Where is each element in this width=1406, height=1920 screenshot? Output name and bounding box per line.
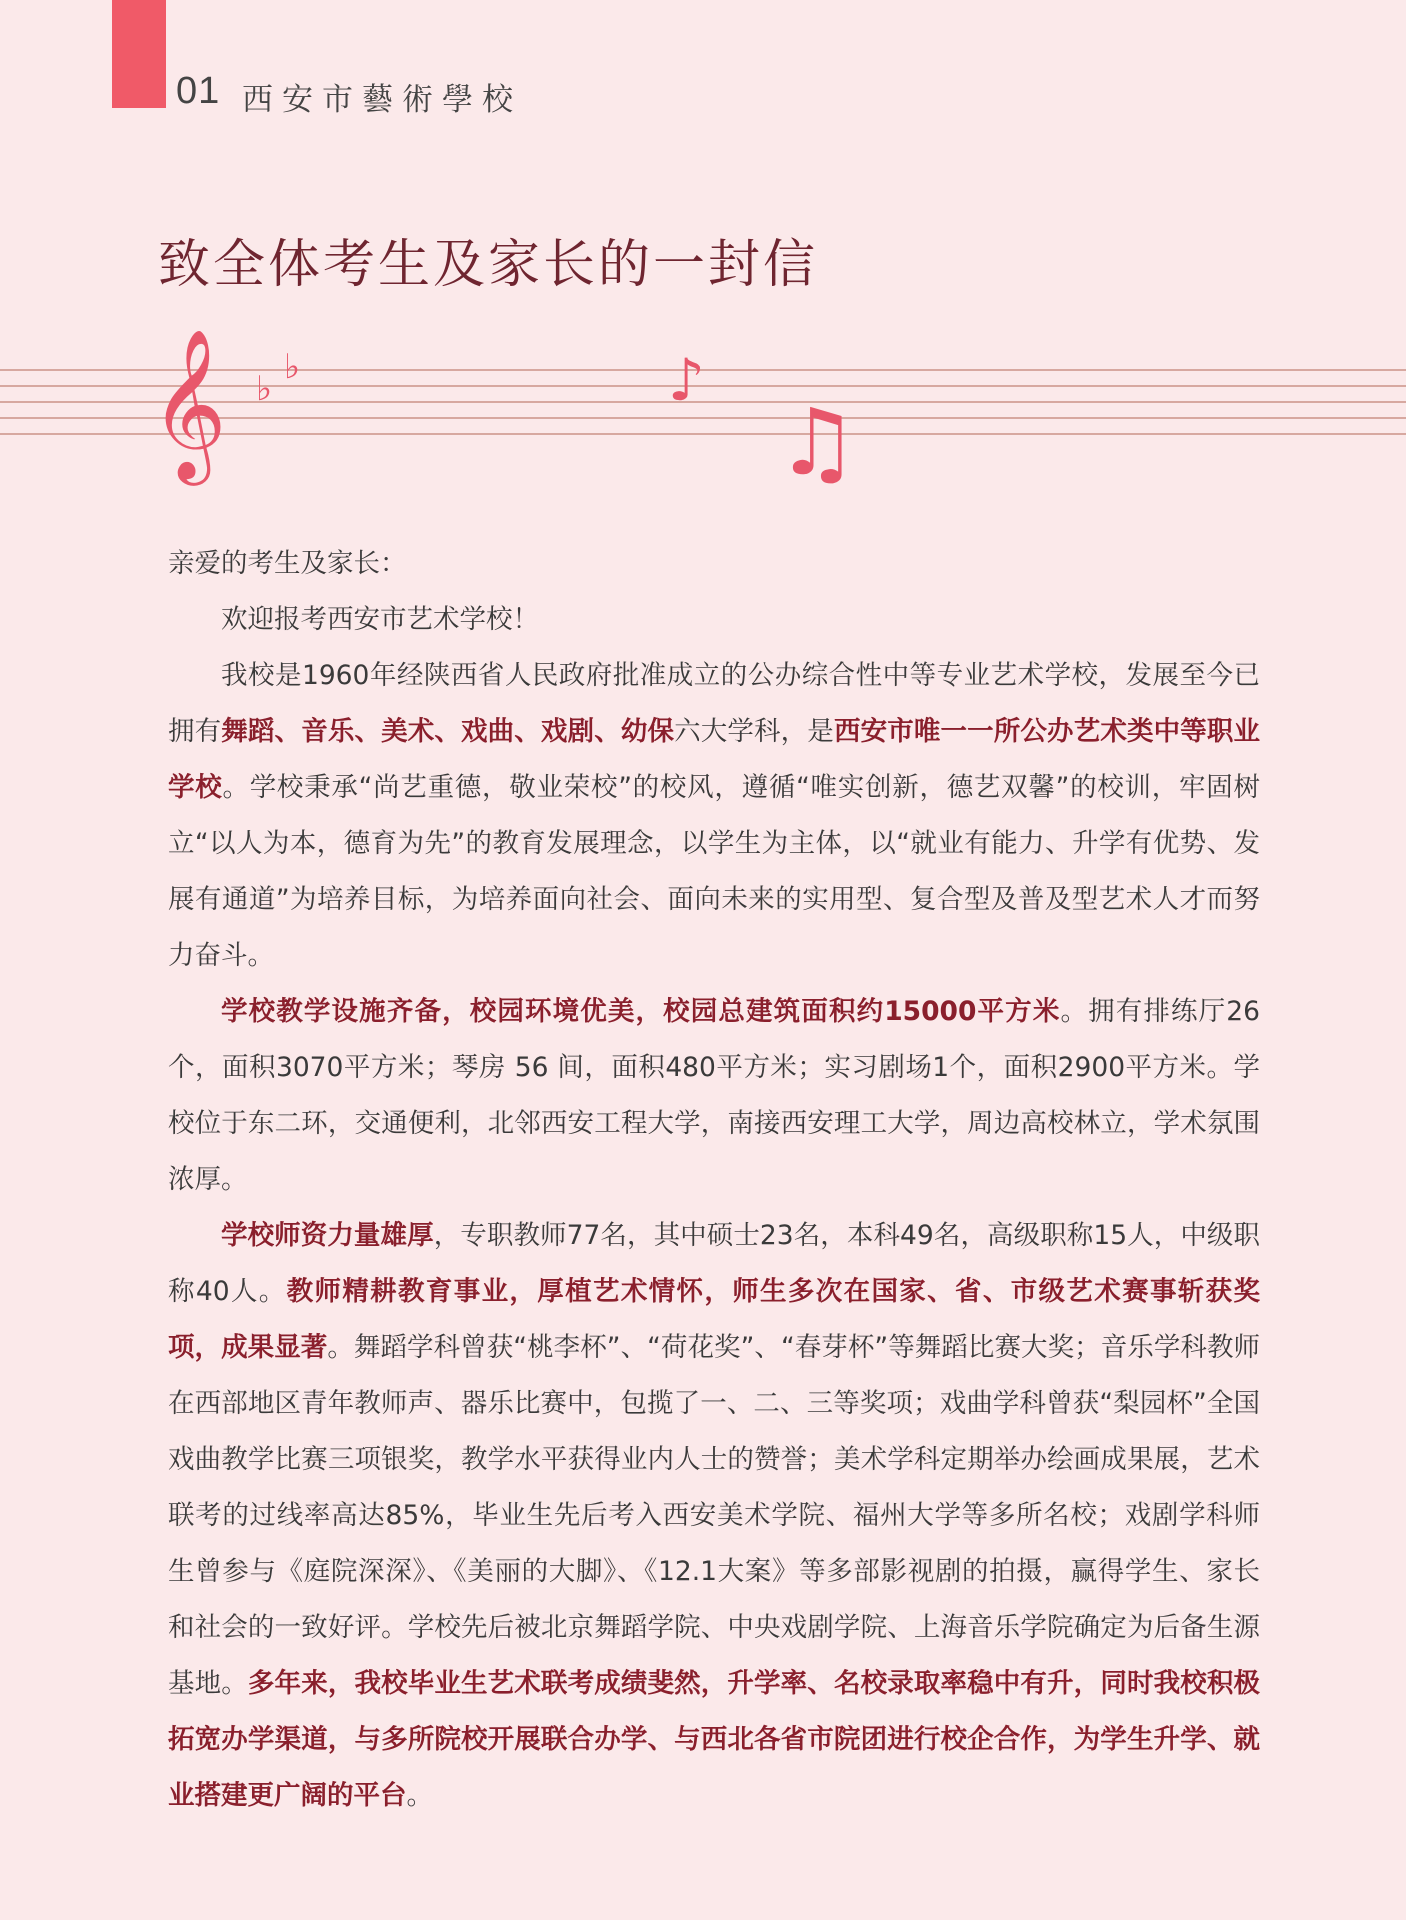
flat-icon: ♭: [284, 347, 301, 387]
flat-icon: ♭: [256, 369, 273, 409]
highlight-text: 教师精耕教育事业，厚植艺术情怀，师生多次在国家、省、市级艺术赛事斩获奖项，成果显著: [168, 1276, 1260, 1363]
salutation: 亲爱的考生及家长：: [168, 548, 407, 579]
text-run: 。舞蹈学科曾获“桃李杯”、“荷花奖”、“春芽杯”等舞蹈比赛大奖；音乐学科教师在西部地区青年教师声、器乐比赛中，包揽了一、二、三等奖项；戏曲学科曾获“梨园杯”全国戏曲教学比赛三项银奖，教学水平获得业内人士的赞誉；美术学科定期举办绘画成果展，艺术联考的过线率高达85%，毕业生先后考入西安美术学院、福州大学等多所名校；戏剧学科师生曾参与《庭院深深》、《美丽的大脚》、《12.1大案》等多部影视剧的拍摄，赢得学生、家长和社会的一致好评。学校先后被北京舞蹈学院、中央戏剧学院、上海音乐学院确定为后备生源基地。: [168, 1332, 1261, 1699]
page-number: 01: [176, 70, 221, 112]
text-run: 。: [406, 1780, 433, 1811]
text-run: ，专职教师77名，其中硕士23名，本科49名，高级职称15人，中级职称40人。: [168, 1220, 1261, 1307]
paragraph-faculty: [168, 1208, 1260, 1824]
highlight-text: 西安市唯一一所公办艺术类中等职业学校: [168, 716, 1261, 803]
beamed-notes-icon: ♫: [776, 389, 859, 490]
paragraph-intro: [168, 648, 1260, 984]
music-staff-decoration: [0, 330, 1406, 490]
highlight-text: 学校师资力量雄厚: [221, 1220, 434, 1251]
text-run: 。学校秉承“尚艺重德，敬业荣校”的校风，遵循“唯实创新，德艺双馨”的校训，牢固树立“以人为本，德育为先”的教育发展理念，以学生为主体，以“就业有能力、升学有优势、发展有通道”为培养目标，为培养面向社会、面向未来的实用型、复合型及普及型艺术人才而努力奋斗。: [168, 772, 1260, 971]
highlight-text: 多年来，我校毕业生艺术联考成绩斐然，升学率、名校录取率稳中有升，同时我校积极拓宽办学渠道，与多所院校开展联合办学、与西北各省市院团进行校企合作，为学生升学、就业搭建更广阔的平台: [168, 1668, 1261, 1811]
letter-body: [168, 536, 1260, 1824]
paragraph-facilities: [168, 984, 1260, 1208]
highlight-text: 舞蹈、音乐、美术、戏曲、戏剧、幼保: [221, 716, 675, 747]
highlight-text: 学校教学设施齐备，校园环境优美，校园总建筑面积约15000平方米: [221, 996, 1061, 1027]
welcome-line: 欢迎报考西安市艺术学校！: [221, 604, 539, 635]
text-run: 六大学科，是: [674, 716, 834, 747]
text-run: 。拥有排练厅26 个，面积3070平方米；琴房 56 间，面积480平方米；实习剧场1个，面积2900平方米。学校位于东二环，交通便利，北邻西安工程大学，南接西安理工大学，周边高校林立，学术氛围浓厚。: [168, 996, 1260, 1195]
treble-clef-icon: 𝄞: [150, 330, 227, 479]
school-name: 西安市藝術學校: [242, 82, 522, 118]
eighth-note-icon: ♪: [668, 346, 706, 414]
page-title: 致全体考生及家长的一封信: [158, 235, 819, 295]
header-tab-bar: [112, 0, 166, 108]
text-run: 我校是1960年经陕西省人民政府批准成立的公办综合性中等专业艺术学校，发展至今已拥有: [168, 660, 1260, 747]
